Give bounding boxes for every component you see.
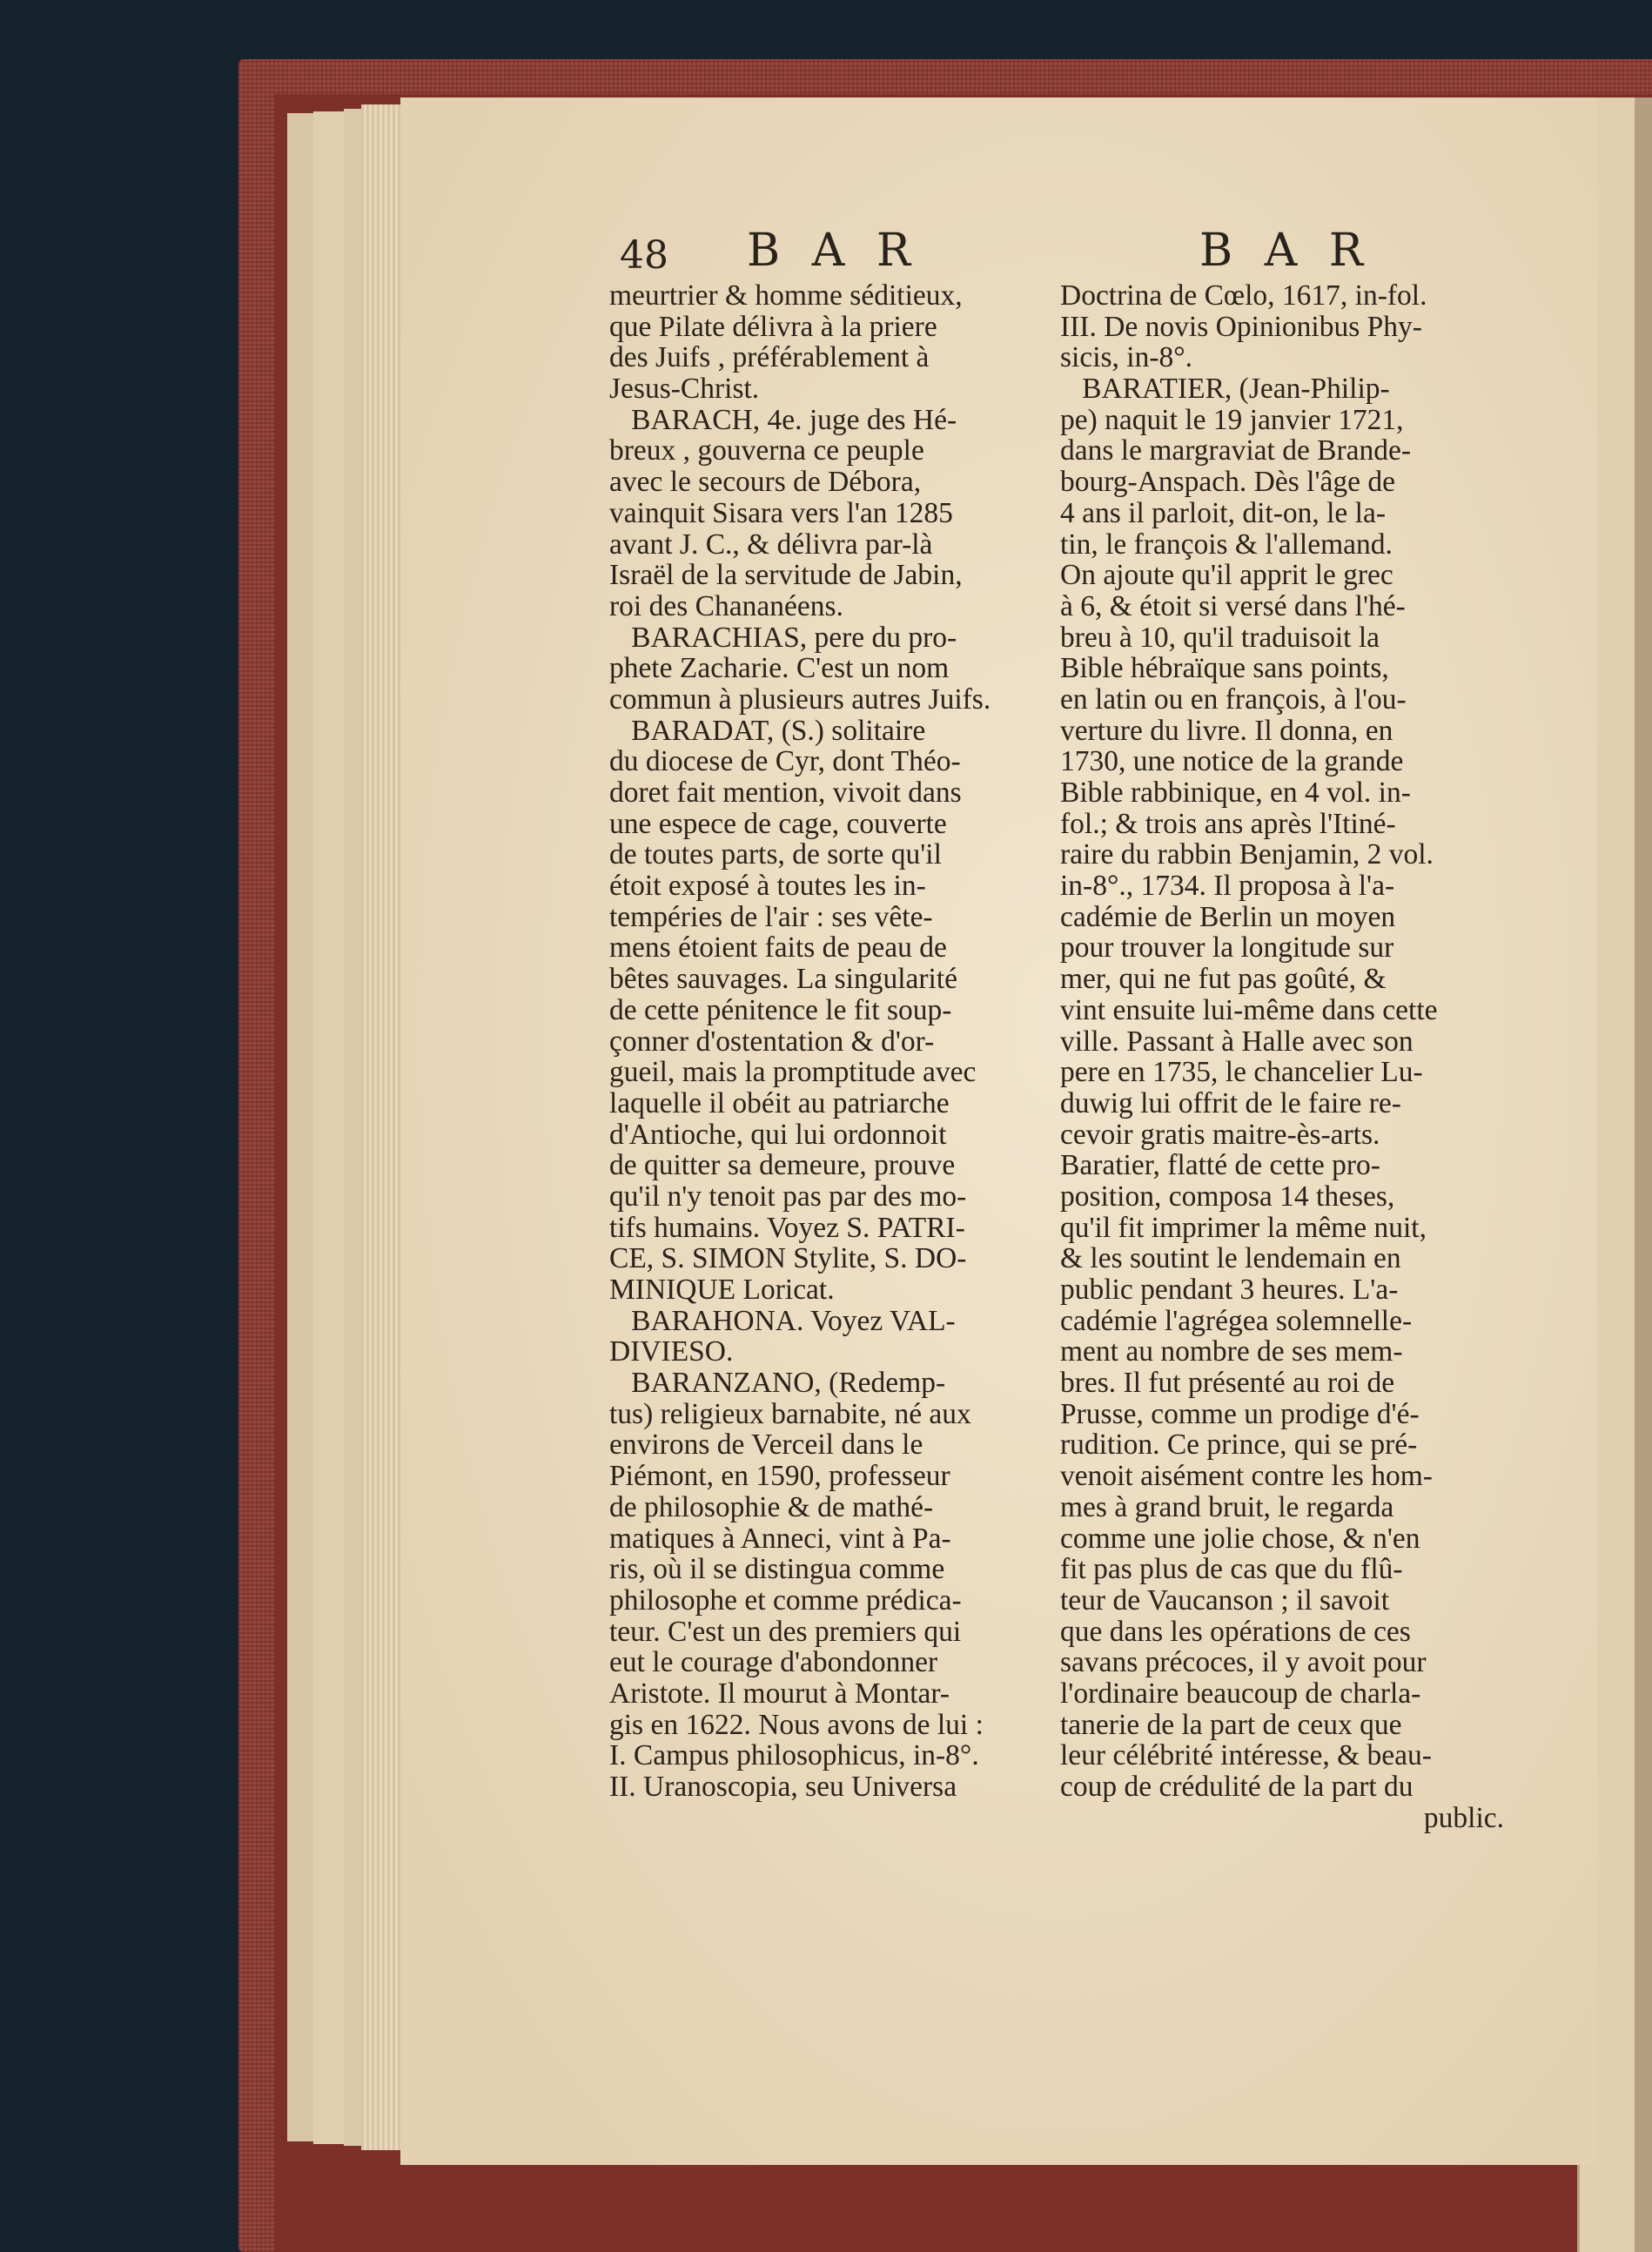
text-line: BARACHIAS, pere du pro- — [609, 622, 957, 654]
text-line: cadémie l'agrégea solemnelle- — [1060, 1305, 1413, 1337]
text-line: public pendant 3 heures. L'a- — [1060, 1274, 1399, 1306]
text-line: mens étoient faits de peau de — [609, 932, 947, 965]
text-line: que Pilate délivra à la priere — [609, 311, 937, 343]
text-line: bourg-Anspach. Dès l'âge de — [1060, 467, 1395, 498]
text-line: Aristote. Il mourut à Montar- — [609, 1677, 950, 1710]
text-line: Jesus-Christ. — [609, 373, 760, 405]
text-line: position, composa 14 theses, — [1060, 1180, 1395, 1213]
text-line: vainquit Sisara vers l'an 1285 — [609, 497, 953, 529]
text-line: tus) religieux barnabite, né aux — [609, 1398, 971, 1430]
text-line: tifs humains. Voyez S. PATRI- — [609, 1212, 965, 1244]
text-line: en latin ou en françois, à l'ou- — [1060, 683, 1407, 716]
running-head-right: B A R — [1199, 225, 1372, 277]
text-line: pour trouver la longitude sur — [1060, 932, 1394, 965]
text-line: II. Uranoscopia, seu Universa — [609, 1771, 957, 1803]
text-line: vint ensuite lui-même dans cette — [1060, 994, 1438, 1026]
text-line: avec le secours de Débora, — [609, 467, 922, 498]
text-line: laquelle il obéit au patriarche — [609, 1087, 950, 1119]
text-line: BARANZANO, (Redemp- — [609, 1368, 946, 1399]
text-line: Bible rabbinique, en 4 vol. in- — [1060, 777, 1411, 809]
text-line: teur. C'est un des premiers qui — [609, 1616, 962, 1648]
text-line: environs de Verceil dans le — [609, 1429, 923, 1462]
text-line: breu à 10, qu'il traduisoit la — [1060, 622, 1380, 654]
text-line: de cette pénitence le fit soup- — [609, 994, 952, 1026]
text-line: & les soutint le lendemain en — [1060, 1243, 1401, 1274]
text-line: de quitter sa demeure, prouve — [609, 1150, 956, 1181]
text-line: savans précoces, il y avoit pour — [1060, 1647, 1427, 1678]
text-line: 1730, une notice de la grande — [1060, 746, 1404, 777]
text-line: coup de crédulité de la part du — [1060, 1771, 1414, 1803]
text-line: BARADAT, (S.) solitaire — [609, 715, 926, 747]
text-line: çonner d'ostentation & d'or- — [609, 1025, 935, 1058]
text-line: dans le margraviat de Brande- — [1060, 435, 1412, 467]
text-line: tempéries de l'air : ses vête- — [609, 901, 933, 933]
text-line: raire du rabbin Benjamin, 2 vol. — [1060, 839, 1434, 871]
text-line: Piémont, en 1590, professeur — [609, 1461, 950, 1492]
text-line: sicis, in-8°. — [1060, 342, 1193, 374]
text-line: ris, où il se distingua comme — [609, 1554, 945, 1585]
text-line: III. De novis Opinionibus Phy- — [1060, 311, 1422, 343]
text-line: Baratier, flatté de cette pro- — [1060, 1150, 1380, 1181]
text-line: breux , gouverna ce peuple — [609, 435, 924, 467]
text-line: avant J. C., & délivra par-là — [609, 528, 933, 561]
text-line: rudition. Ce prince, qui se pré- — [1060, 1429, 1418, 1462]
text-line: cadémie de Berlin un moyen — [1060, 901, 1396, 933]
text-line: philosophe et comme prédica- — [609, 1584, 962, 1617]
text-line: à 6, & étoit si versé dans l'hé- — [1060, 590, 1406, 622]
text-line: ment au nombre de ses mem- — [1060, 1336, 1403, 1368]
text-line: une espece de cage, couverte — [609, 808, 947, 840]
facing-page-shadow — [1635, 97, 1652, 2252]
text-line: de philosophie & de mathé- — [609, 1491, 934, 1523]
text-line: l'ordinaire beaucoup de charla- — [1060, 1677, 1421, 1710]
text-line: public. — [1423, 1802, 1504, 1834]
text-line: in-8°., 1734. Il proposa à l'a- — [1060, 871, 1395, 902]
text-line: CE, S. SIMON Stylite, S. DO- — [609, 1243, 967, 1274]
text-line: eut le courage d'abondonner — [609, 1647, 938, 1678]
text-line: matiques à Anneci, vint à Pa- — [609, 1523, 951, 1555]
text-line: des Juifs , préférablement à — [609, 342, 930, 374]
text-line: BARAHONA. Voyez VAL- — [609, 1305, 956, 1337]
text-line: BARACH, 4e. juge des Hé- — [609, 404, 957, 436]
text-line: verture du livre. Il donna, en — [1060, 715, 1393, 747]
text-line: que dans les opérations de ces — [1060, 1616, 1411, 1648]
text-line: fol.; & trois ans après l'Itiné- — [1060, 808, 1396, 840]
text-line: de toutes parts, de sorte qu'il — [609, 839, 942, 871]
text-line: BARATIER, (Jean-Philip- — [1060, 373, 1390, 405]
text-line: phete Zacharie. C'est un nom — [609, 653, 950, 684]
text-line: bêtes sauvages. La singularité — [609, 964, 958, 995]
text-line: I. Campus philosophicus, in-8°. — [609, 1740, 979, 1771]
text-line: duwig lui offrit de le faire re- — [1060, 1087, 1401, 1119]
running-head-left: B A R — [747, 225, 919, 277]
text-line: fit pas plus de cas que du flû- — [1060, 1554, 1403, 1585]
text-line: doret fait mention, vivoit dans — [609, 777, 962, 809]
text-line: On ajoute qu'il apprit le grec — [1060, 560, 1393, 591]
text-line: Doctrina de Cœlo, 1617, in-fol. — [1060, 280, 1427, 312]
text-line: qu'il fit imprimer la même nuit, — [1060, 1212, 1427, 1244]
text-line: Prusse, comme un prodige d'é- — [1060, 1398, 1420, 1430]
text-line: gueil, mais la promptitude avec — [609, 1057, 977, 1088]
text-line: MINIQUE Loricat. — [609, 1274, 835, 1306]
text-line: pe) naquit le 19 janvier 1721, — [1060, 404, 1404, 436]
text-line: qu'il n'y tenoit pas par des mo- — [609, 1180, 967, 1213]
text-line: DIVIESO. — [609, 1336, 734, 1368]
text-line: Israël de la servitude de Jabin, — [609, 560, 963, 591]
text-line: ville. Passant à Halle avec son — [1060, 1025, 1414, 1058]
text-line: pere en 1735, le chancelier Lu- — [1060, 1057, 1423, 1088]
text-line: Bible hébraïque sans points, — [1060, 653, 1389, 684]
text-line: teur de Vaucanson ; il savoit — [1060, 1584, 1390, 1617]
text-line: du diocese de Cyr, dont Théo- — [609, 746, 961, 777]
text-line: leur célébrité intéresse, & beau- — [1060, 1740, 1432, 1771]
text-line: roi des Chananéens. — [609, 590, 843, 622]
text-line: commun à plusieurs autres Juifs. — [609, 683, 991, 716]
text-line: bres. Il fut présenté au roi de — [1060, 1368, 1395, 1399]
text-line: mer, qui ne fut pas goûté, & — [1060, 964, 1387, 995]
right-text-column — [1060, 280, 1504, 1833]
text-line: étoit exposé à toutes les in- — [609, 871, 926, 902]
text-line: mes à grand bruit, le regarda — [1060, 1491, 1394, 1523]
text-line: gis en 1622. Nous avons de lui : — [609, 1709, 984, 1741]
page-number: 48 — [620, 233, 668, 278]
text-line: comme une jolie chose, & n'en — [1060, 1523, 1420, 1555]
text-line: d'Antioche, qui lui ordonnoit — [609, 1119, 947, 1151]
text-line: cevoir gratis maitre-ès-arts. — [1060, 1119, 1380, 1151]
text-line: 4 ans il parloit, dit-on, le la- — [1060, 497, 1386, 529]
text-line: tin, le françois & l'allemand. — [1060, 528, 1393, 561]
text-line: meurtrier & homme séditieux, — [609, 280, 963, 312]
left-text-column — [609, 280, 1053, 1803]
text-line: venoit aisément contre les hom- — [1060, 1461, 1433, 1492]
text-line: tanerie de la part de ceux que — [1060, 1709, 1402, 1741]
